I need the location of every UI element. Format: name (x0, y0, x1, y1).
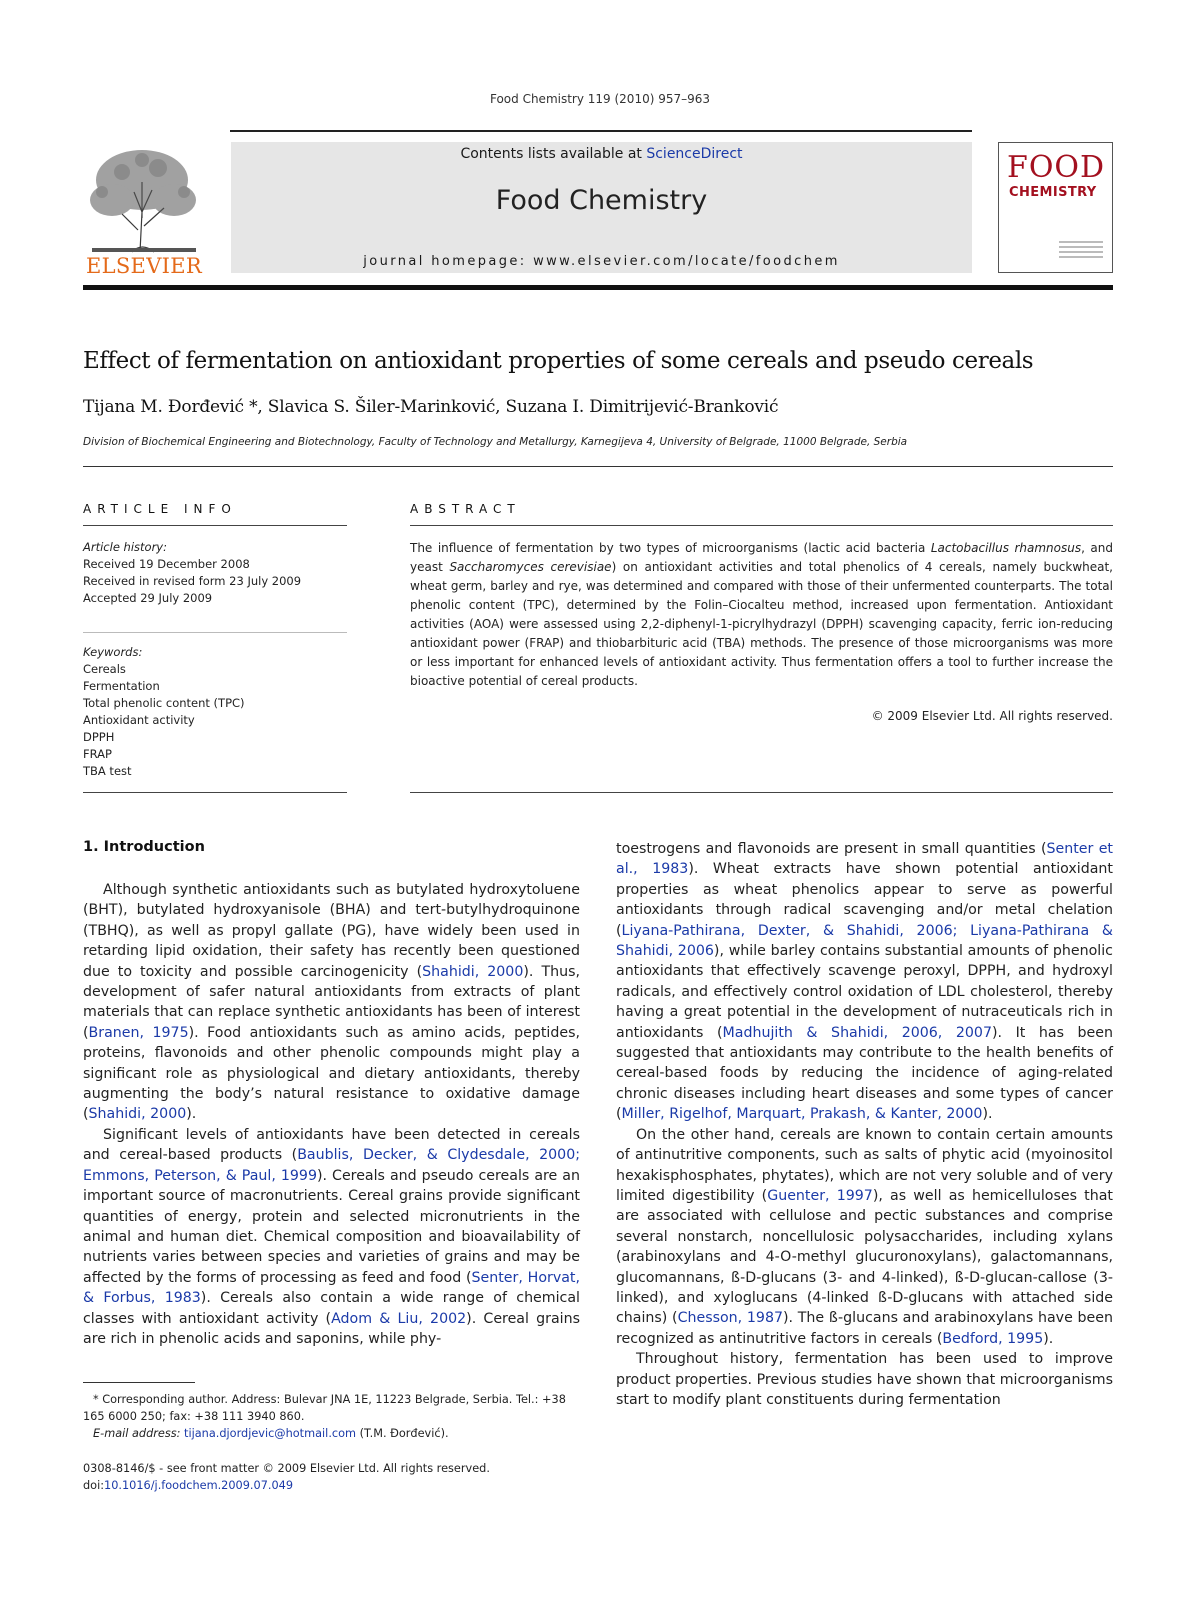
sciencedirect-link[interactable]: ScienceDirect (646, 146, 743, 162)
keywords-divider (83, 632, 347, 633)
article-info-rule (83, 525, 347, 526)
doi-label: doi: (83, 1479, 105, 1492)
email-note (83, 1425, 580, 1442)
keyword: Antioxidant activity (83, 713, 195, 727)
history-accepted: Accepted 29 July 2009 (83, 591, 213, 605)
keyword: TBA test (83, 764, 132, 778)
paragraph (616, 839, 1113, 1125)
body-column-right (616, 839, 1113, 1410)
text: ). Wheat extracts have shown potential antioxidant properties as wheat phenolics appear to serve as powerful antioxidants through radical scavenging and/or metal chelation ( (616, 861, 1113, 939)
paragraph (83, 1125, 580, 1349)
keyword: Fermentation (83, 679, 160, 693)
article-history (83, 539, 347, 607)
article-authors: Tijana M. Đorđević *, Slavica S. Šiler-Marinković, Suzana I. Dimitrijević-Branković (83, 397, 779, 417)
article-title: Effect of fermentation on antioxidant properties of some cereals and pseudo cereals (83, 348, 1034, 374)
citation-link[interactable]: Miller, Rigelhof, Marquart, Prakash, & Kanter, 2000 (621, 1106, 983, 1123)
doi-line (83, 1477, 580, 1494)
header-rule (230, 130, 972, 132)
citation-link[interactable]: Madhujith & Shahidi, 2006, 2007 (722, 1024, 992, 1041)
text: Throughout history, fermentation has been used to improve product properties. Previous studies have shown that microorganisms start to modify plant constituents during fermentation (616, 1351, 1113, 1408)
body-column-left (83, 880, 580, 1349)
title-rule (83, 466, 1113, 467)
citation-link[interactable]: Liyana-Pathirana, Dexter, & Shahidi, 2006; Liyana-Pathirana & Shahidi, 2006 (616, 922, 1113, 960)
author-affiliation: Division of Biochemical Engineering and Biotechnology, Faculty of Technology and Metallurgy, Karnegijeva 4, University of Belgrade, 11000 Belgrade, Serbia (83, 436, 908, 448)
abstract-text-part: ) on antioxidant activities and total phenolics of 4 cereals, namely buckwheat, wheat germ, barley and rye, was determined and compared with those of their unfermented counterparts. The total phenolic content (TPC), determined by the Folin–Ciocalteu method, increased upon fermentation. Antioxidant activities (AOA) were assessed using 2,2-diphenyl-1-picrylhydrazyl (DPPH) scavenging capacity, ferric ion-reducing antioxidant power (FRAP) and thiobarbituric acid (TBA) methods. The presence of those microorganisms was more or less important for enhanced levels of antioxidant activity. Thus fermentation offers a tool to further increase the bioactive potential of cereal products. (410, 560, 1113, 688)
corresponding-author-note: * Corresponding author. Address: Bulevar JNA 1E, 11223 Belgrade, Serbia. Tel.: +38 165 6000 250; fax: +38 111 3940 860. (83, 1393, 566, 1423)
keyword: Total phenolic content (TPC) (83, 696, 245, 710)
footnote-rule (83, 1382, 195, 1383)
abstract-text-part: , and yeast (410, 541, 1113, 574)
abstract-bottom-rule (410, 792, 1113, 793)
text: ), while barley contains substantial amounts of phenolic antioxidants that effectively scavenge peroxyl, DPPH, and hydroxyl radicals, and effectively control oxidation of LDL cholesterol, thereby having a great potential in the development of nutraceuticals rich in antioxidants ( (616, 943, 1113, 1041)
citation-link[interactable]: Shahidi, 2000 (422, 963, 524, 980)
citation-link[interactable]: Adom & Liu, 2002 (331, 1310, 467, 1327)
abstract-rule (410, 525, 1113, 526)
citation-link[interactable]: Baublis, Decker, & Clydesdale, 2000; Emmons, Peterson, & Paul, 1999 (83, 1147, 581, 1184)
footnotes (83, 1391, 580, 1442)
keyword: DPPH (83, 730, 115, 744)
species-name: Lactobacillus rhamnosus (930, 541, 1082, 555)
keywords-list (83, 644, 347, 780)
contents-line (231, 146, 972, 162)
history-received: Received 19 December 2008 (83, 557, 250, 571)
abstract-text-part: The influence of fermentation by two types of microorganisms (lactic acid bacteria (410, 541, 931, 555)
abstract-copyright: © 2009 Elsevier Ltd. All rights reserved. (871, 709, 1113, 723)
citation-link[interactable]: Branen, 1975 (88, 1024, 189, 1041)
species-name: Saccharomyces cerevisiae (449, 560, 612, 574)
text: ). It has been suggested that antioxidants may contribute to the health benefits of cereal-based foods by reducing the incidence of aging-related chronic diseases including heart diseases and some types of cancer ( (616, 1024, 1113, 1123)
article-info-bottom-rule (83, 792, 347, 793)
keyword: Cereals (83, 662, 126, 676)
email-label: E-mail address: (93, 1427, 185, 1440)
doi-link[interactable]: 10.1016/j.foodchem.2009.07.049 (104, 1479, 294, 1492)
history-label: Article history: (83, 540, 167, 554)
text: ). Cereals and pseudo cereals are an important source of macronutrients. Cereal grains provide significant quantities of energy, protein and selected micronutrients in the animal and human diet. Chemical composition and bioavailability of nutrients varies between species and varieties of grains and may be affected by the forms of processing as feed and food ( (83, 1167, 580, 1286)
paragraph (616, 1349, 1113, 1410)
text: ). Cereals also contain a wide range of chemical classes with antioxidant activity ( (83, 1290, 580, 1327)
text: Although synthetic antioxidants such as butylated hydroxytoluene (BHT), butylated hydroxyanisole (BHA) and tert-butylhydroquinone (TBHQ), as well as propyl gallate (PG), have widely been used in retarding lipid oxidation, their safety has recently been questioned due to toxicity and possible carcinogenicity ( (83, 882, 580, 980)
journal-cover (998, 142, 1113, 273)
text: Significant levels of antioxidants have been detected in cereals and cereal-based products ( (83, 1126, 580, 1164)
citation-link[interactable]: Bedford, 1995 (942, 1330, 1044, 1347)
front-matter (83, 1460, 580, 1494)
email-link[interactable]: tijana.djordjevic@hotmail.com (184, 1427, 357, 1440)
paragraph (83, 880, 580, 1125)
keywords-label: Keywords: (83, 645, 143, 659)
text: ). (982, 1106, 993, 1123)
citation-link[interactable]: Senter et al., 1983 (616, 841, 1113, 878)
text: ), as well as hemicelluloses that are associated with cellulose and pectic substances and comprise several nonstarch, noncellulosic polysaccharides, including xylans (arabinoxylans and 4-O-methyl glucuronoxylans), galactomannans, glucomannans, ß-D-glucans (3- and 4-linked), ß-D-glucan-callose (3-linked), and xyloglucans (4-linked ß-D-glucans with attached side chains) ( (616, 1187, 1113, 1327)
cover-title-food: FOOD (1007, 150, 1106, 185)
text: ). Food antioxidants such as amino acids, peptides, proteins, flavonoids and other phenolic compounds might play a significant role as physiological and dietary antioxidants, thereby augmenting the body’s natural resistance to oxidative damage ( (83, 1024, 580, 1123)
article-info-heading: ARTICLE INFO (83, 502, 237, 516)
cover-title-chemistry: CHEMISTRY (1009, 185, 1097, 200)
journal-reference: Food Chemistry 119 (2010) 957–963 (489, 92, 711, 106)
abstract-heading: ABSTRACT (410, 502, 521, 516)
text: ). Thus, development of safer natural antioxidants from extracts of plant materials that can replace synthetic antioxidants has been of interest ( (83, 963, 581, 1041)
contents-prefix: Contents lists available at (460, 146, 647, 162)
citation-link[interactable]: Senter, Horvat, & Forbus, 1983 (83, 1269, 580, 1307)
email-suffix: (T.M. Đorđević). (356, 1427, 449, 1440)
citation-link[interactable]: Shahidi, 2000 (88, 1106, 187, 1123)
front-matter-line: 0308-8146/$ - see front matter © 2009 Elsevier Ltd. All rights reserved. (83, 1462, 490, 1475)
text: ). (1043, 1330, 1054, 1347)
header-thick-rule (83, 285, 1113, 290)
text: ). The ß-glucans and arabinoxylans have been recognized as antinutritive factors in cereals ( (616, 1310, 1113, 1347)
text: toestrogens and flavonoids are present in small quantities ( (616, 841, 1047, 857)
history-revised: Received in revised form 23 July 2009 (83, 574, 302, 588)
section-heading-introduction: 1. Introduction (83, 839, 205, 855)
text: ). (186, 1106, 197, 1123)
citation-link[interactable]: Chesson, 1987 (677, 1310, 783, 1327)
cover-decoration (1059, 241, 1103, 261)
publisher-wordmark: ELSEVIER (86, 254, 202, 278)
abstract-text (410, 539, 1113, 691)
journal-name: Food Chemistry (495, 185, 708, 216)
paragraph (616, 1125, 1113, 1349)
text: On the other hand, cereals are known to contain certain amounts of antinutritive components, such as salts of phytic acid (myoinositol hexakisphosphates, phytates), which are not very soluble and of very limited digestibility ( (616, 1126, 1113, 1204)
text: ). Cereal grains are rich in phenolic acids and saponins, while phy- (83, 1310, 580, 1347)
keyword: FRAP (83, 747, 112, 761)
journal-homepage[interactable]: journal homepage: www.elsevier.com/locate/foodchem (363, 254, 840, 269)
citation-link[interactable]: Guenter, 1997 (767, 1187, 873, 1204)
